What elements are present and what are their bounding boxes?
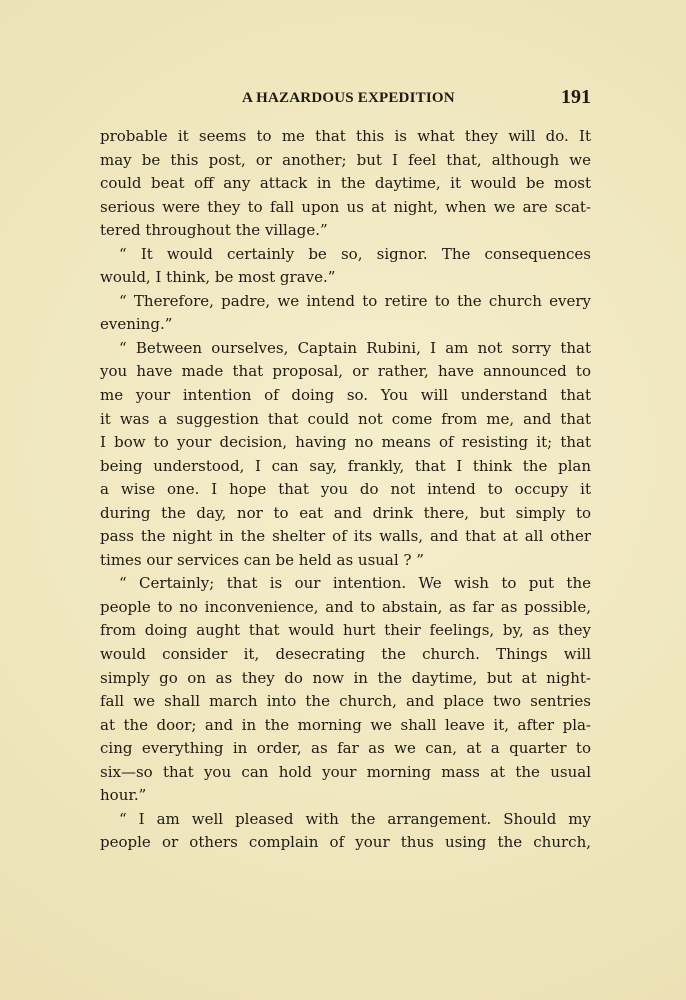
text-line: may be this post, or another; but I feel that, although we [100,150,591,169]
text-line: people or others complain of your thus using the church, [100,833,591,852]
text-line: could beat off any attack in the daytime, it would be most [100,174,591,193]
text-line: times our services can be held as usual ? ” [100,550,424,569]
text-line: from doing aught that would hurt their feelings, by, as they [100,621,591,640]
text-line: a wise one. I hope that you do not intend to occupy it [100,480,591,499]
text-line: “ Therefore, padre, we intend to retire to the church every [119,291,591,310]
text-line: cing everything in order, as far as we can, at a quarter to [100,739,591,758]
text-line: at the door; and in the morning we shall leave it, after pla- [100,715,591,734]
text-line: would consider it, desecrating the church. Things will [100,645,591,664]
page-number: 191 [561,86,591,108]
text-line: I bow to your decision, having no means of resisting it; that [100,433,591,452]
text-line: “ Between ourselves, Captain Rubini, I am not sorry that [119,338,591,357]
text-line: people to no inconvenience, and to abstain, as far as possible, [100,597,591,616]
text-line: “ Certainly; that is our intention. We wish to put the [119,574,591,593]
text-line: tered throughout the village.” [100,221,328,240]
text-line: it was a suggestion that could not come from me, and that [100,409,591,428]
running-title: A HAZARDOUS EXPEDITION [242,90,455,106]
text-line: “ I am well pleased with the arrangement. Should my [119,809,591,828]
text-line: simply go on as they do now in the daytime, but at night- [100,668,591,687]
text-line: serious were they to fall upon us at night, when we are scat- [100,197,591,216]
text-line: fall we shall march into the church, and place two sentries [100,692,591,711]
text-line: being understood, I can say, frankly, that I think the plan [100,456,591,475]
text-line: six—so that you can hold your morning mass at the usual [100,762,591,781]
text-line: you have made that proposal, or rather, have announced to [100,362,591,381]
running-header [100,88,591,112]
text-line: hour.” [100,786,147,805]
text-line: probable it seems to me that this is what they will do. It [100,127,591,145]
body-text [100,125,591,855]
text-line: would, I think, be most grave.” [100,268,336,287]
text-line: evening.” [100,315,173,334]
text-line: during the day, nor to eat and drink there, but simply to [100,503,591,522]
text-line: me your intention of doing so. You will understand that [100,386,591,405]
text-line: “ It would certainly be so, signor. The consequences [119,244,591,263]
text-line: pass the night in the shelter of its walls, and that at all other [100,527,591,546]
